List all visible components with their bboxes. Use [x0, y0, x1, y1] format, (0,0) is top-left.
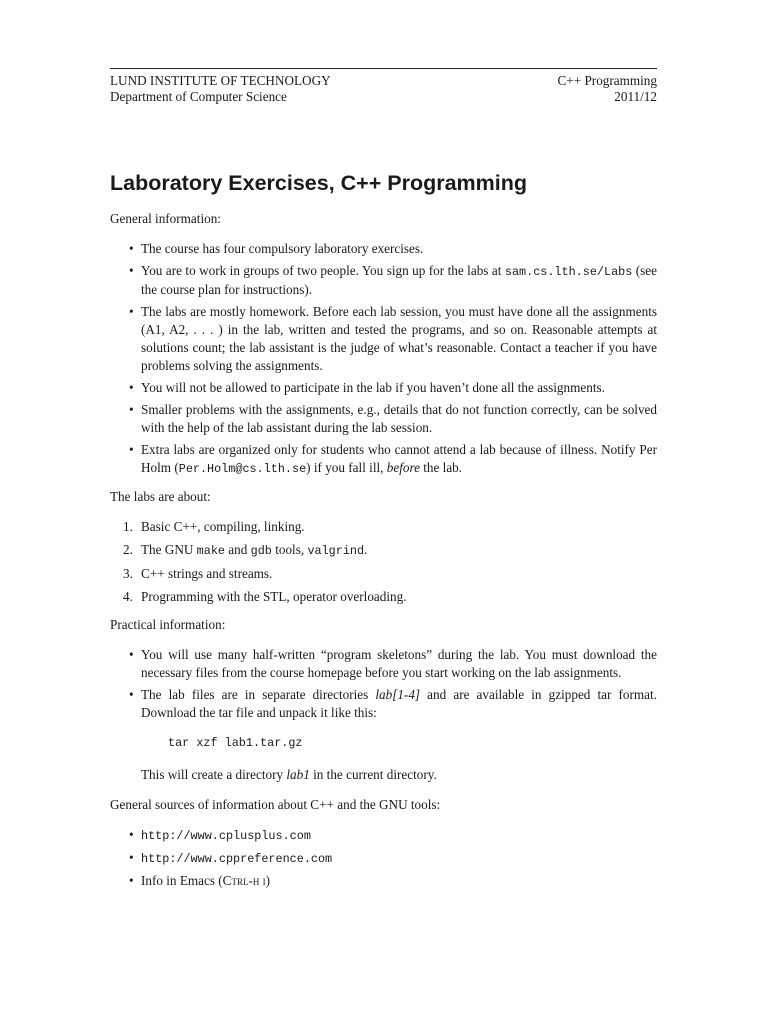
- list-item: • The lab files are in separate directories lab[1-4] and are available in gzipped tar format. Download the tar file and unpack it like this:: [129, 687, 657, 720]
- list-item: • You will not be allowed to participate in the lab if you haven’t done all the assignments.: [129, 380, 605, 395]
- bullet-icon: •: [129, 380, 134, 395]
- cplusplus-url: http://www.cplusplus.com: [141, 829, 311, 843]
- contact-email: Per.Holm@cs.lth.se: [178, 462, 307, 476]
- list-item: • Extra labs are organized only for students who cannot attend a lab because of illness. Notify Per Holm (Per.Holm@cs.lth.se) if you fall ill, before the lab.: [129, 442, 657, 476]
- department-name: Department of Computer Science: [110, 89, 287, 104]
- cppreference-url: http://www.cppreference.com: [141, 852, 333, 866]
- academic-year: 2011/12: [614, 89, 657, 104]
- course-name: C++ Programming: [557, 73, 657, 88]
- list-item: • The labs are mostly homework. Before each lab session, you must have done all the assignments (A1, A2, . . . ) in the lab, written and tested the programs, and so on. Reasonable attempts at solutions count; the lab assistant is the judge of what’s reasonable. Contact a teacher if you have problems solving the assignments.: [129, 304, 657, 373]
- list-item: 1. Basic C++, compiling, linking.: [123, 519, 305, 534]
- bullet-icon: •: [129, 687, 134, 702]
- labs-url: sam.cs.lth.se/Labs: [504, 265, 633, 279]
- list-item: [110, 826, 657, 845]
- bullet-icon: •: [129, 402, 134, 417]
- practical-info-list: [110, 646, 657, 722]
- bullet-icon: •: [129, 263, 134, 278]
- sources-list: [110, 826, 657, 890]
- list-item: • Smaller problems with the assignments, e.g., details that do not function correctly, can be solved with the help of the lab assistant during the lab session.: [129, 402, 657, 435]
- labs-heading: The labs are about:: [110, 489, 211, 504]
- list-item: 3. C++ strings and streams.: [123, 566, 273, 581]
- emacs-shortcut: Ctrl-h i: [222, 873, 266, 888]
- labs-list: [110, 518, 657, 606]
- general-info-list: [110, 240, 657, 478]
- header-left: [110, 73, 331, 105]
- bullet-icon: •: [129, 827, 134, 842]
- bullet-icon: •: [129, 647, 134, 662]
- list-item: • The course has four compulsory laboratory exercises.: [129, 241, 424, 256]
- bullet-icon: •: [129, 850, 134, 865]
- list-item: [110, 849, 657, 868]
- institution-name: LUND INSTITUTE OF TECHNOLOGY: [110, 73, 331, 88]
- bullet-icon: •: [129, 442, 134, 457]
- list-item: • You will use many half-written “program skeletons” during the lab. You must download the necessary files from the course homepage before you start working on the lab assignments.: [129, 647, 657, 680]
- page-title: Laboratory Exercises, C++ Programming: [110, 171, 528, 195]
- page-header: [110, 68, 657, 105]
- general-info-heading: General information:: [110, 211, 221, 226]
- list-item: • Info in Emacs (Ctrl-h i): [129, 873, 271, 888]
- bullet-icon: •: [129, 241, 134, 256]
- list-item: • You are to work in groups of two people. You sign up for the labs at sam.cs.lth.se/Labs (see the course plan for instructions).: [129, 263, 658, 297]
- bullet-icon: •: [129, 304, 134, 319]
- bullet-icon: •: [129, 873, 134, 888]
- tar-command: tar xzf lab1.tar.gz: [168, 736, 303, 750]
- sources-heading: General sources of information about C++ and the GNU tools:: [110, 797, 441, 812]
- list-item: 4. Programming with the STL, operator overloading.: [123, 589, 407, 604]
- practical-info-heading: Practical information:: [110, 617, 226, 632]
- directory-note: This will create a directory lab1 in the current directory.: [141, 767, 437, 782]
- document-page: [110, 68, 657, 894]
- header-right: [558, 73, 658, 105]
- list-item: 2. The GNU make and gdb tools, valgrind.: [123, 542, 368, 558]
